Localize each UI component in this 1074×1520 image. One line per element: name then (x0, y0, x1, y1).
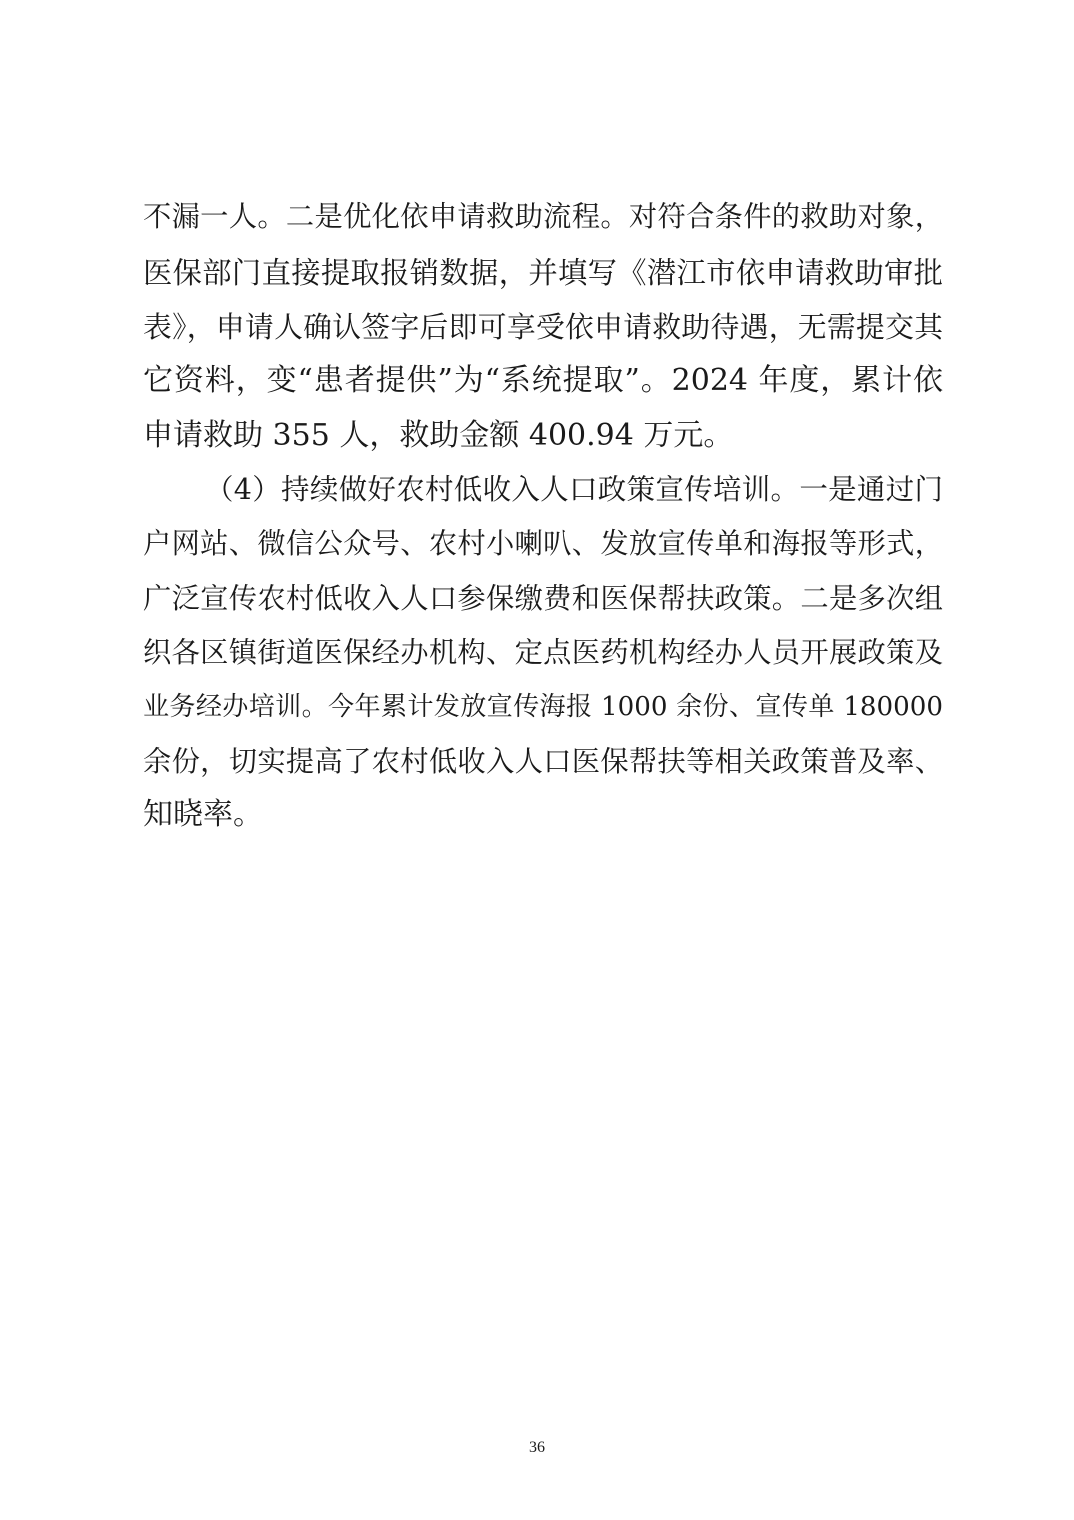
text-line: 织各区镇街道医保经办机构、定点医药机构经办人员开展政策及 (143, 636, 943, 669)
text-line: 表》，申请人确认签字后即可享受依申请救助待遇，无需提交其 (143, 310, 943, 344)
text-line: 业务经办培训。今年累计发放宣传海报 1000 余份、宣传单 180000 (143, 692, 943, 722)
text-line: 不漏一人。二是优化依申请救助流程。对符合条件的救助对象， (143, 200, 943, 233)
page-number: 36 (529, 1439, 545, 1456)
text-line: 知晓率。 (143, 797, 263, 832)
text-line: 它资料，变“患者提供”为“系统提取”。2024 年度，累计依 (143, 363, 943, 398)
text-line: （4）持续做好农村低收入人口政策宣传培训。一是通过门 (205, 473, 943, 506)
text-line: 广泛宣传农村低收入人口参保缴费和医保帮扶政策。二是多次组 (143, 582, 943, 615)
text-line: 户网站、微信公众号、农村小喇叭、发放宣传单和海报等形式， (143, 527, 943, 560)
text-line: 余份，切实提高了农村低收入人口医保帮扶等相关政策普及率、 (143, 745, 943, 778)
text-line: 申请救助 355 人，救助金额 400.94 万元。 (143, 418, 734, 453)
text-line: 医保部门直接提取报销数据，并填写《潜江市依申请救助审批 (143, 256, 943, 290)
